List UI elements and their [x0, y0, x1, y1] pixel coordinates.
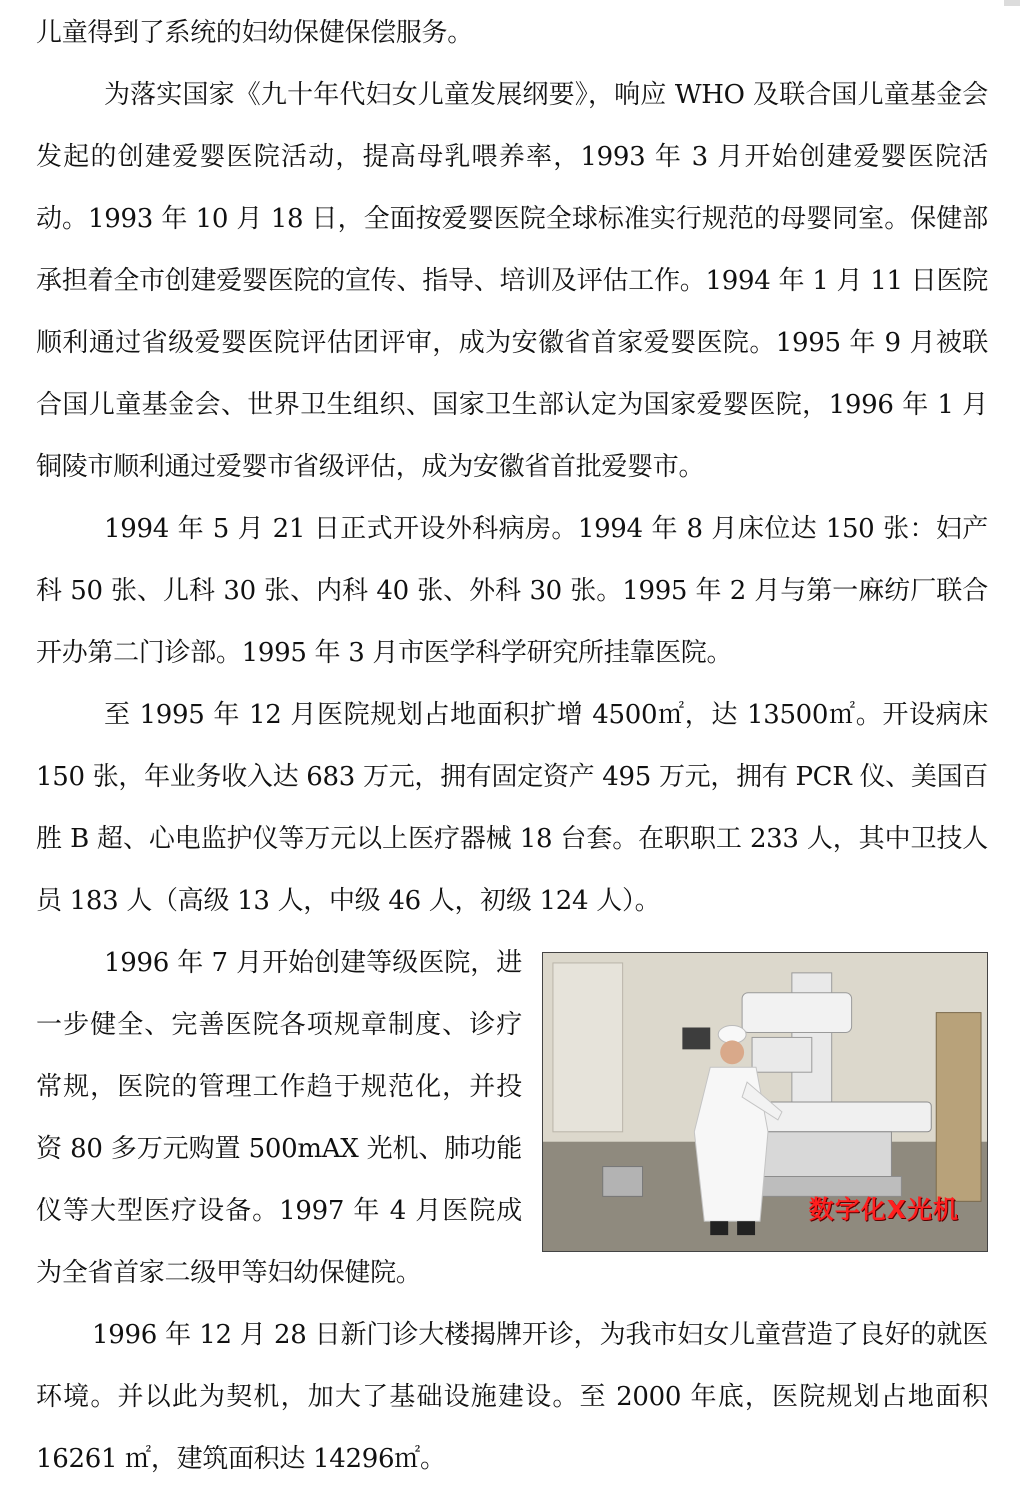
paragraph-3: 1994 年 5 月 21 日正式开设外科病房。1994 年 8 月床位达 150 张：妇产科 50 张、儿科 30 张、内科 40 张、外科 30 张。1995 年 2 月与第一麻纺厂联合开办第二门诊部。1995 年 3 月市医学科学研究所挂靠医院。 — [36, 514, 988, 668]
paragraph-2: 为落实国家《九十年代妇女儿童发展纲要》，响应 WHO 及联合国儿童基金会发起的创建爱婴医院活动，提高母乳喂养率，1993 年 3 月开始创建爱婴医院活动。1993 年 10 月 18 日，全面按爱婴医院全球标准实行规范的母婴同室。保健部承担着全市创建爱婴医院的宣传、指导、培训及评估工作。1994 年 1 月 11 日医院顺利通过省级爱婴医院评估团评审，成为安徽省首家爱婴医院。1995 年 9 月被联合国儿童基金会、世界卫生组织、国家卫生部认定为国家爱婴医院，1996 年 1 月铜陵市顺利通过爱婴市省级评估，成为安徽省首批爱婴市。 — [36, 80, 988, 482]
paragraph-1: 儿童得到了系统的妇幼保健保偿服务。 — [36, 18, 473, 48]
paragraph-4: 至 1995 年 12 月医院规划占地面积扩增 4500㎡，达 13500㎡。开设病床 150 张，年业务收入达 683 万元，拥有固定资产 495 万元，拥有 PCR 仪、美国百胜 B 超、心电监护仪等万元以上医疗器械 18 台套。在职职工 233 人，其中卫技人员 183 人（高级 13 人，中级 46 人，初级 124 人）。 — [36, 700, 988, 916]
paragraph-block-with-figure — [36, 932, 988, 1490]
paragraph-5: 1996 年 7 月开始创建等级医院，进一步健全、完善医院各项规章制度、诊疗常规，医院的管理工作趋于规范化，并投资 80 多万元购置 500mAX 光机、肺功能仪等大型医疗设备。1997 年 4 月医院成为全省首家二级甲等妇幼保健院。 — [36, 948, 522, 1288]
photo-caption: 数字化X光机 — [808, 1195, 959, 1224]
page-corner-mark — [1004, 0, 1020, 6]
xray-machine-photo — [542, 952, 988, 1252]
paragraph-6: 1996 年 12 月 28 日新门诊大楼揭牌开诊，为我市妇女儿童营造了良好的就医环境。并以此为契机，加大了基础设施建设。至 2000 年底，医院规划占地面积 16261 ㎡，建筑面积达 14296㎡。 — [36, 1320, 988, 1474]
